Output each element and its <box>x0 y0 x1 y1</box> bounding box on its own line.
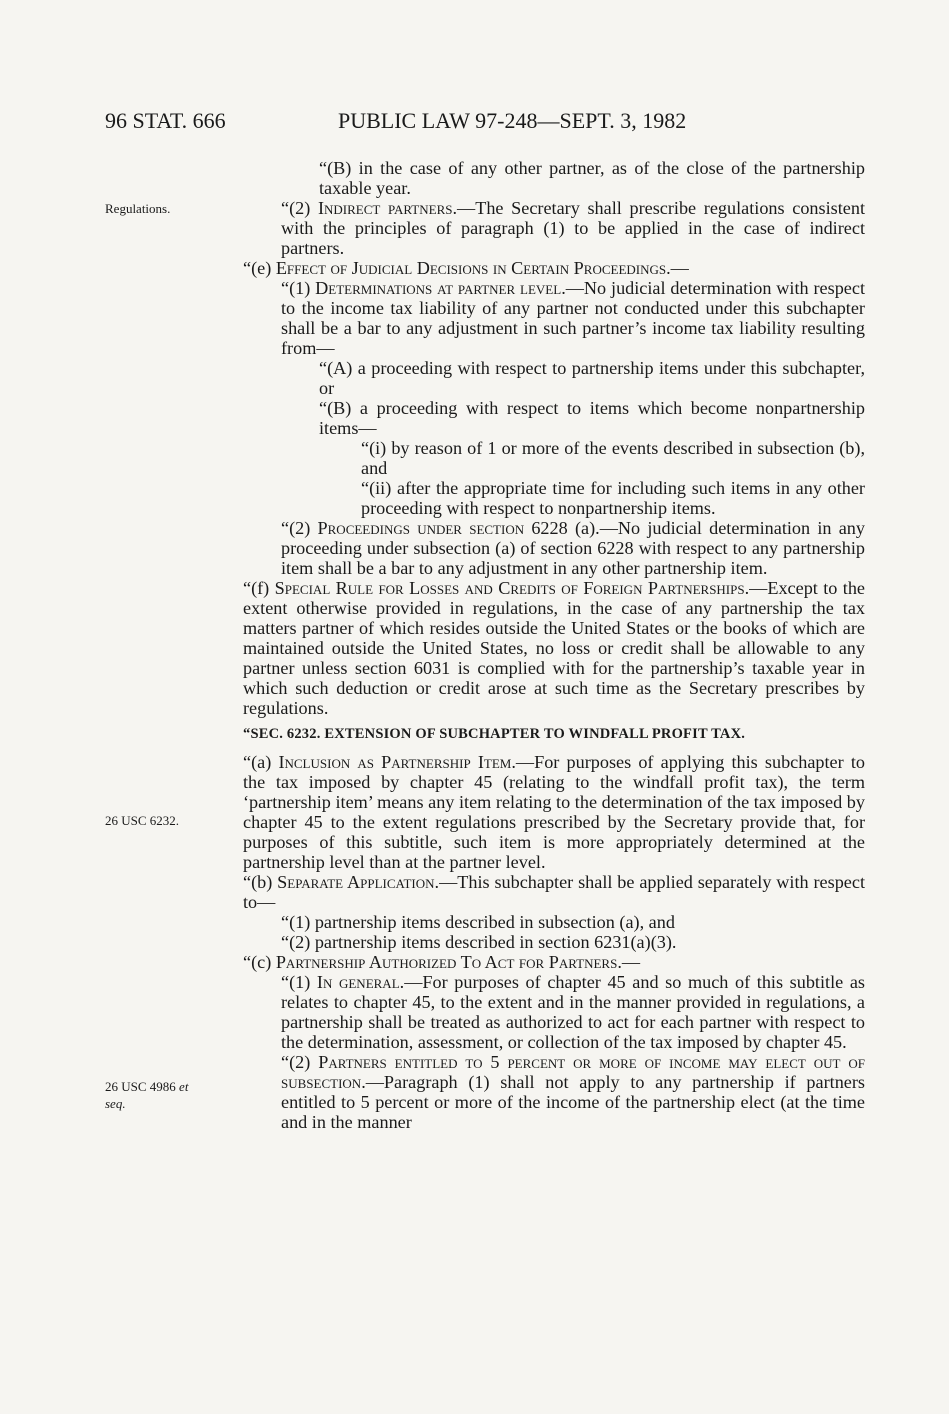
p11-lead: “(a) <box>243 752 279 772</box>
p10-lead: “(f) <box>243 578 275 598</box>
p11-heading: Inclusion as Partnership Item <box>278 752 512 772</box>
margin-note-usc-4986-et: et <box>179 1079 189 1094</box>
clause-i: “(i) by reason of 1 or more of the events described in subsection (b), and <box>361 438 865 478</box>
margin-note-usc-4986-cite: 26 USC 4986 <box>105 1079 176 1094</box>
paragraph-b-other-partner: “(B) in the case of any other partner, as of the close of the partnership taxable year. <box>319 158 865 198</box>
p3-heading: Effect of Judicial Decisions in Certain Proceedings <box>275 258 667 278</box>
p12-text: .—This subchapter shall be applied separately with respect to— <box>243 872 865 912</box>
p11-text: .—For purposes of applying this subchapter to the tax imposed by chapter 45 (relating to the windfall profit tax), the term ‘partnership item’ means any item relating to the determination of the tax imposed by chapter 45 to the extent regulations prescribed by the Secretary provide that, for purposes of this subtitle, such item is more appropriately determined at the partnership level than at the partner level. <box>243 752 865 872</box>
p3-text: .— <box>666 258 689 278</box>
p12-heading: Separate Application <box>277 872 435 892</box>
p17-text: .—Paragraph (1) shall not apply to any partnership if partners entitled to 5 percent or more of the income of the partnership elect (at the time and in the manner <box>281 1072 865 1132</box>
clause-ii: “(ii) after the appropriate time for including such items in any other proceeding with respect to nonpartnership items. <box>361 478 865 518</box>
margin-note-usc-4986-seq: seq. <box>105 1096 126 1111</box>
stat-page-number: 96 STAT. 666 <box>105 108 226 133</box>
paragraph-2-indirect-partners <box>243 198 865 258</box>
paragraph-b-proceeding: “(B) a proceeding with respect to items which become nonpartnership items— <box>319 398 865 438</box>
p2-heading: Indirect partners <box>317 198 453 218</box>
p17-lead: “(2) <box>281 1052 319 1072</box>
document-body <box>243 158 865 1132</box>
margin-note-regulations: Regulations. <box>105 201 171 216</box>
p4-heading: Determinations at partner level <box>315 278 562 298</box>
p17-heading: Partners entitled to 5 percent or more of income may elect out of subsection <box>281 1052 865 1092</box>
p4-lead: “(1) <box>281 278 316 298</box>
p12-lead: “(b) <box>243 872 278 892</box>
p15-heading: Partnership Authorized To Act for Partners <box>275 952 618 972</box>
subsection-f-foreign <box>243 578 865 718</box>
p15-text: .— <box>617 952 641 972</box>
p9-text: .—No judicial determination in any proceeding under subsection (a) of section 6228 with respect to any partnership item shall be a bar to any adjustment in any other partnership item. <box>281 518 865 578</box>
p16-lead: “(1) <box>281 972 317 992</box>
p9-heading: Proceedings under section 6228 <box>317 518 568 538</box>
p16-heading: In general <box>316 972 400 992</box>
paragraph-1-determinations <box>243 278 865 358</box>
paragraph-2-proceedings-6228 <box>243 518 865 578</box>
paragraph-1-items: “(1) partnership items described in subsection (a), and <box>281 912 675 932</box>
p9-mid: (a) <box>574 518 596 538</box>
margin-note-usc-4986 <box>105 1078 188 1112</box>
p15-lead: “(c) <box>243 952 276 972</box>
section-6232-title: “SEC. 6232. EXTENSION OF SUBCHAPTER TO WINDFALL PROFIT TAX. <box>243 726 746 742</box>
subsection-a-inclusion <box>243 752 865 872</box>
paragraph-a-proceeding: “(A) a proceeding with respect to partnership items under this subchapter, or <box>319 358 865 398</box>
p9-lead: “(2) <box>281 518 318 538</box>
p4-text: .—No judicial determination with respect to the income tax liability of any partner not conducted under this subchapter shall be a bar to any adjustment in such partner’s income tax liability resulting from— <box>281 278 865 358</box>
p16-text: .—For purposes of chapter 45 and so much of this subtitle as relates to chapter 45, to the extent and in the manner provided in regulations, a partnership shall be treated as authorized to act for each partner with respect to the determination, assessment, or collection of the tax imposed by chapter 45. <box>281 972 865 1052</box>
subsection-b-separate <box>243 872 865 912</box>
subsection-e-heading <box>243 258 865 278</box>
paragraph-2-items: “(2) partnership items described in section 6231(a)(3). <box>281 932 677 952</box>
subsection-c-heading <box>243 952 865 972</box>
margin-note-usc-6232: 26 USC 6232. <box>105 813 180 828</box>
p2-lead: “(2) <box>281 198 318 218</box>
p3-lead: “(e) <box>243 258 276 278</box>
p10-text: .—Except to the extent otherwise provided in regulations, in the case of any partnership the tax matters partner of which resides outside the United States or the books of which are maintained outside the United States, no loss or credit shall be allowable to any partner unless section 6031 is complied with for the partnership’s taxable year in which such deduction or credit arose at such time as the Secretary prescribes by regulations. <box>243 578 865 718</box>
p2-text: .—The Secretary shall prescribe regulations consistent with the principles of paragraph (1) to be applied in the case of indirect partners. <box>281 198 866 258</box>
running-header: PUBLIC LAW 97-248—SEPT. 3, 1982 <box>338 108 687 133</box>
p10-heading: Special Rule for Losses and Credits of Foreign Partnerships <box>274 578 745 598</box>
paragraph-2-elect-out <box>243 1052 865 1132</box>
paragraph-1-in-general <box>243 972 865 1052</box>
